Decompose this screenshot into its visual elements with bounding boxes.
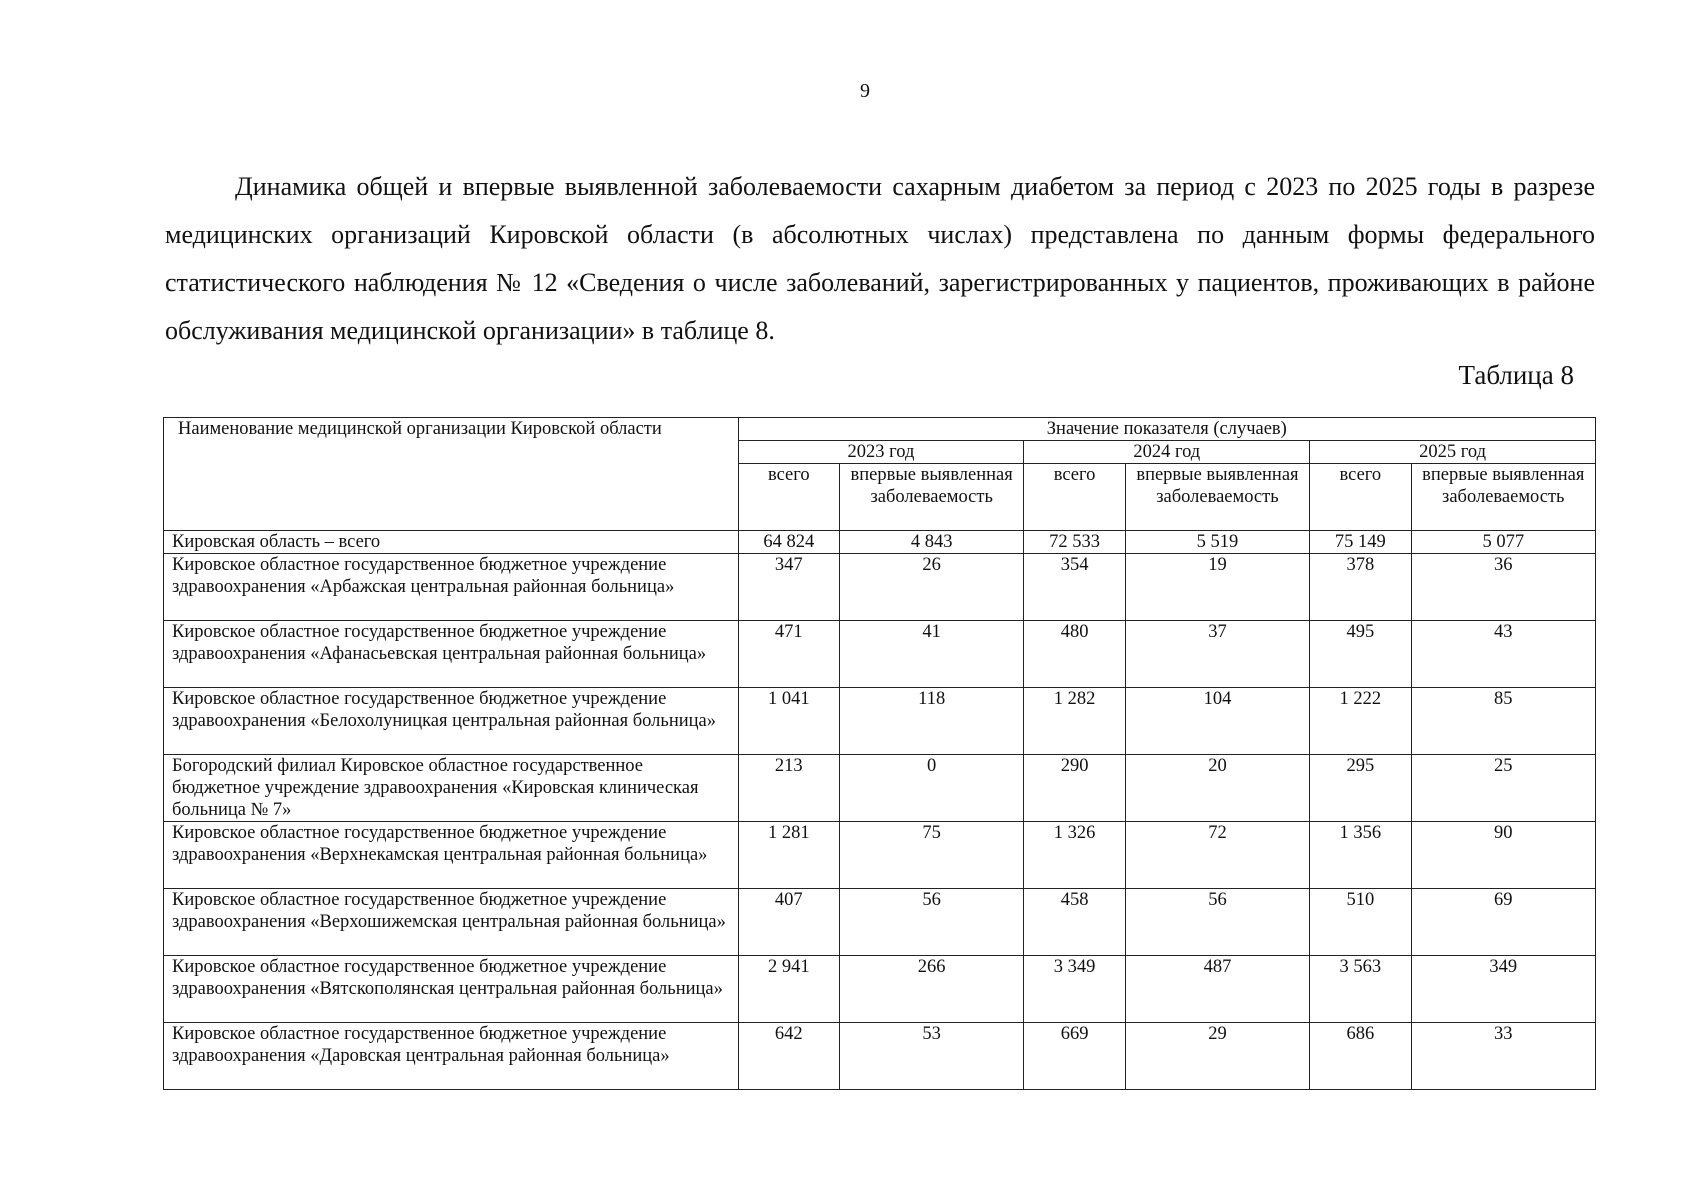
subheader-new: впервые выявленная заболеваемость: [1411, 464, 1595, 531]
cell-2025-total: 3 563: [1310, 956, 1411, 1023]
cell-2023-new: 41: [839, 621, 1023, 688]
cell-2024-total: 72 533: [1024, 531, 1125, 554]
cell-2024-total: 290: [1024, 755, 1125, 822]
cell-2025-total: 1 222: [1310, 688, 1411, 755]
cell-2023-new: 53: [839, 1023, 1023, 1090]
cell-2023-total: 407: [738, 889, 839, 956]
cell-2024-new: 56: [1125, 889, 1309, 956]
table-row: [164, 889, 1596, 956]
org-name-cell: Кировское областное государственное бюджетное учреждение здравоохранения «Белохолуницкая центральная районная больница»: [164, 688, 739, 755]
cell-2025-total: 510: [1310, 889, 1411, 956]
year-header-2024: 2024 год: [1024, 441, 1310, 464]
org-name-cell: Кировское областное государственное бюджетное учреждение здравоохранения «Афанасьевская центральная районная больница»: [164, 621, 739, 688]
cell-2024-total: 3 349: [1024, 956, 1125, 1023]
cell-2024-total: 669: [1024, 1023, 1125, 1090]
year-header-2023: 2023 год: [738, 441, 1024, 464]
value-column-header: Значение показателя (случаев): [738, 418, 1595, 441]
cell-2023-new: 0: [839, 755, 1023, 822]
cell-2023-total: 642: [738, 1023, 839, 1090]
cell-2024-total: 1 282: [1024, 688, 1125, 755]
cell-2025-new: 349: [1411, 956, 1595, 1023]
table-row: [164, 956, 1596, 1023]
org-name-cell: Кировское областное государственное бюджетное учреждение здравоохранения «Вятскополянская центральная районная больница»: [164, 956, 739, 1023]
cell-2023-total: 347: [738, 554, 839, 621]
subheader-total: всего: [1024, 464, 1125, 531]
cell-2024-new: 72: [1125, 822, 1309, 889]
subheader-new: впервые выявленная заболеваемость: [839, 464, 1023, 531]
page-number: 9: [860, 80, 870, 102]
table-row: [164, 822, 1596, 889]
table-body: [164, 531, 1596, 1090]
disease-table: [163, 417, 1596, 1090]
intro-paragraph: [165, 163, 1595, 355]
cell-2025-total: 495: [1310, 621, 1411, 688]
table-row: [164, 621, 1596, 688]
cell-2024-new: 5 519: [1125, 531, 1309, 554]
cell-2025-new: 33: [1411, 1023, 1595, 1090]
cell-2023-total: 1 041: [738, 688, 839, 755]
cell-2024-new: 29: [1125, 1023, 1309, 1090]
cell-2024-new: 487: [1125, 956, 1309, 1023]
cell-2024-new: 20: [1125, 755, 1309, 822]
subheader-total: всего: [738, 464, 839, 531]
subheader-total: всего: [1310, 464, 1411, 531]
cell-2025-new: 85: [1411, 688, 1595, 755]
cell-2025-total: 1 356: [1310, 822, 1411, 889]
cell-2025-total: 295: [1310, 755, 1411, 822]
cell-2023-total: 2 941: [738, 956, 839, 1023]
cell-2023-new: 4 843: [839, 531, 1023, 554]
table-row: [164, 688, 1596, 755]
cell-2025-new: 69: [1411, 889, 1595, 956]
cell-2023-total: 213: [738, 755, 839, 822]
cell-2025-new: 43: [1411, 621, 1595, 688]
cell-2025-total: 686: [1310, 1023, 1411, 1090]
intro-text: Динамика общей и впервые выявленной заболеваемости сахарным диабетом за период с 2023 по 2025 годы в разрезе медицинских организаций Кировской области (в абсолютных числах) представлена по данным формы федерального статистического наблюдения № 12 «Сведения о числе заболеваний, зарегистрированных у пациентов, проживающих в районе обслуживания медицинской организации» в таблице 8.: [165, 172, 1595, 345]
cell-2024-new: 37: [1125, 621, 1309, 688]
org-name-cell: Кировская область – всего: [164, 531, 739, 554]
cell-2025-total: 75 149: [1310, 531, 1411, 554]
cell-2024-total: 458: [1024, 889, 1125, 956]
org-name-cell: Кировское областное государственное бюджетное учреждение здравоохранения «Верхнекамская центральная районная больница»: [164, 822, 739, 889]
cell-2024-new: 104: [1125, 688, 1309, 755]
cell-2025-total: 378: [1310, 554, 1411, 621]
cell-2023-total: 64 824: [738, 531, 839, 554]
cell-2023-new: 26: [839, 554, 1023, 621]
cell-2025-new: 90: [1411, 822, 1595, 889]
cell-2024-total: 1 326: [1024, 822, 1125, 889]
cell-2023-total: 471: [738, 621, 839, 688]
org-name-cell: Кировское областное государственное бюджетное учреждение здравоохранения «Верхошижемская центральная районная больница»: [164, 889, 739, 956]
cell-2025-new: 25: [1411, 755, 1595, 822]
cell-2024-total: 354: [1024, 554, 1125, 621]
cell-2024-new: 19: [1125, 554, 1309, 621]
cell-2025-new: 5 077: [1411, 531, 1595, 554]
org-name-cell: Кировское областное государственное бюджетное учреждение здравоохранения «Арбажская центральная районная больница»: [164, 554, 739, 621]
org-name-cell: Кировское областное государственное бюджетное учреждение здравоохранения «Даровская центральная районная больница»: [164, 1023, 739, 1090]
table-caption: Таблица 8: [1458, 360, 1574, 390]
subheader-new: впервые выявленная заболеваемость: [1125, 464, 1309, 531]
cell-2023-new: 75: [839, 822, 1023, 889]
cell-2025-new: 36: [1411, 554, 1595, 621]
cell-2023-new: 266: [839, 956, 1023, 1023]
table-row: [164, 531, 1596, 554]
table-row: [164, 755, 1596, 822]
cell-2023-new: 118: [839, 688, 1023, 755]
cell-2023-new: 56: [839, 889, 1023, 956]
year-header-2025: 2025 год: [1310, 441, 1596, 464]
org-name-cell: Богородский филиал Кировское областное государственное бюджетное учреждение здравоохранения «Кировская клиническая больница № 7»: [164, 755, 739, 822]
table-row: [164, 1023, 1596, 1090]
table-row: [164, 554, 1596, 621]
org-column-header: Наименование медицинской организации Кировской области: [164, 418, 739, 531]
cell-2024-total: 480: [1024, 621, 1125, 688]
cell-2023-total: 1 281: [738, 822, 839, 889]
